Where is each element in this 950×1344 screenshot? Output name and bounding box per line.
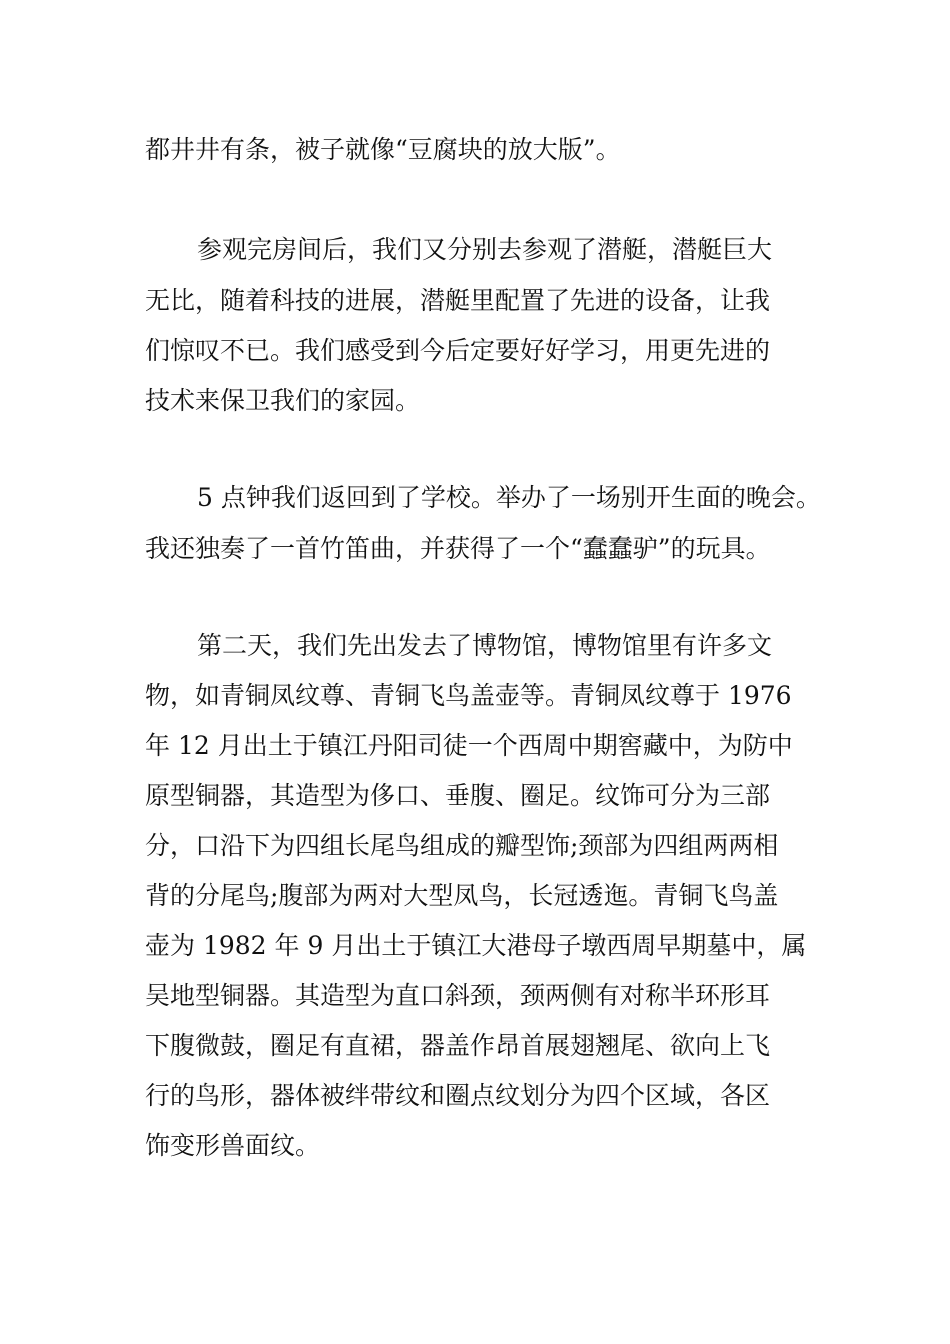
text-line: 我还独奏了一首竹笛曲，并获得了一个“蠢蠢驴”的玩具。 xyxy=(145,534,771,563)
text-line: 技术来保卫我们的家园。 xyxy=(145,386,421,415)
text-line: 原型铜器，其造型为侈口、垂腹、圈足。纹饰可分为三部 xyxy=(145,781,771,810)
text-line: 饰变形兽面纹。 xyxy=(145,1131,321,1160)
text-line: 参观完房间后，我们又分别去参观了潜艇，潜艇巨大 xyxy=(197,235,773,264)
text-line: 分，口沿下为四组长尾鸟组成的瓣型饰;颈部为四组两两相 xyxy=(145,831,779,860)
text-line: 吴地型铜器。其造型为直口斜颈，颈两侧有对称半环形耳 xyxy=(145,981,771,1010)
text-line: 年 12 月出土于镇江丹阳司徒一个西周中期窖藏中，为防中 xyxy=(145,731,793,760)
text-line: 们惊叹不已。我们感受到今后定要好好学习，用更先进的 xyxy=(145,336,771,365)
text-line: 下腹微鼓，圈足有直裙，器盖作昂首展翅翘尾、欲向上飞 xyxy=(145,1031,771,1060)
text-line: 5 点钟我们返回到了学校。举办了一场别开生面的晚会。 xyxy=(197,483,821,512)
text-line: 背的分尾鸟;腹部为两对大型凤鸟，长冠透迤。青铜飞鸟盖 xyxy=(145,881,779,910)
text-line: 物，如青铜凤纹尊、青铜飞鸟盖壶等。青铜凤纹尊于 1976 xyxy=(145,681,792,710)
text-line: 壶为 1982 年 9 月出土于镇江大港母子墩西周早期墓中，属 xyxy=(145,931,807,960)
text-line: 行的鸟形，器体被绊带纹和圈点纹划分为四个区域，各区 xyxy=(145,1081,771,1110)
text-line: 无比，随着科技的进展，潜艇里配置了先进的设备，让我 xyxy=(145,286,771,315)
text-line: 都井井有条，被子就像“豆腐块的放大版”。 xyxy=(145,135,621,164)
text-line: 第二天，我们先出发去了博物馆，博物馆里有许多文 xyxy=(197,631,773,660)
